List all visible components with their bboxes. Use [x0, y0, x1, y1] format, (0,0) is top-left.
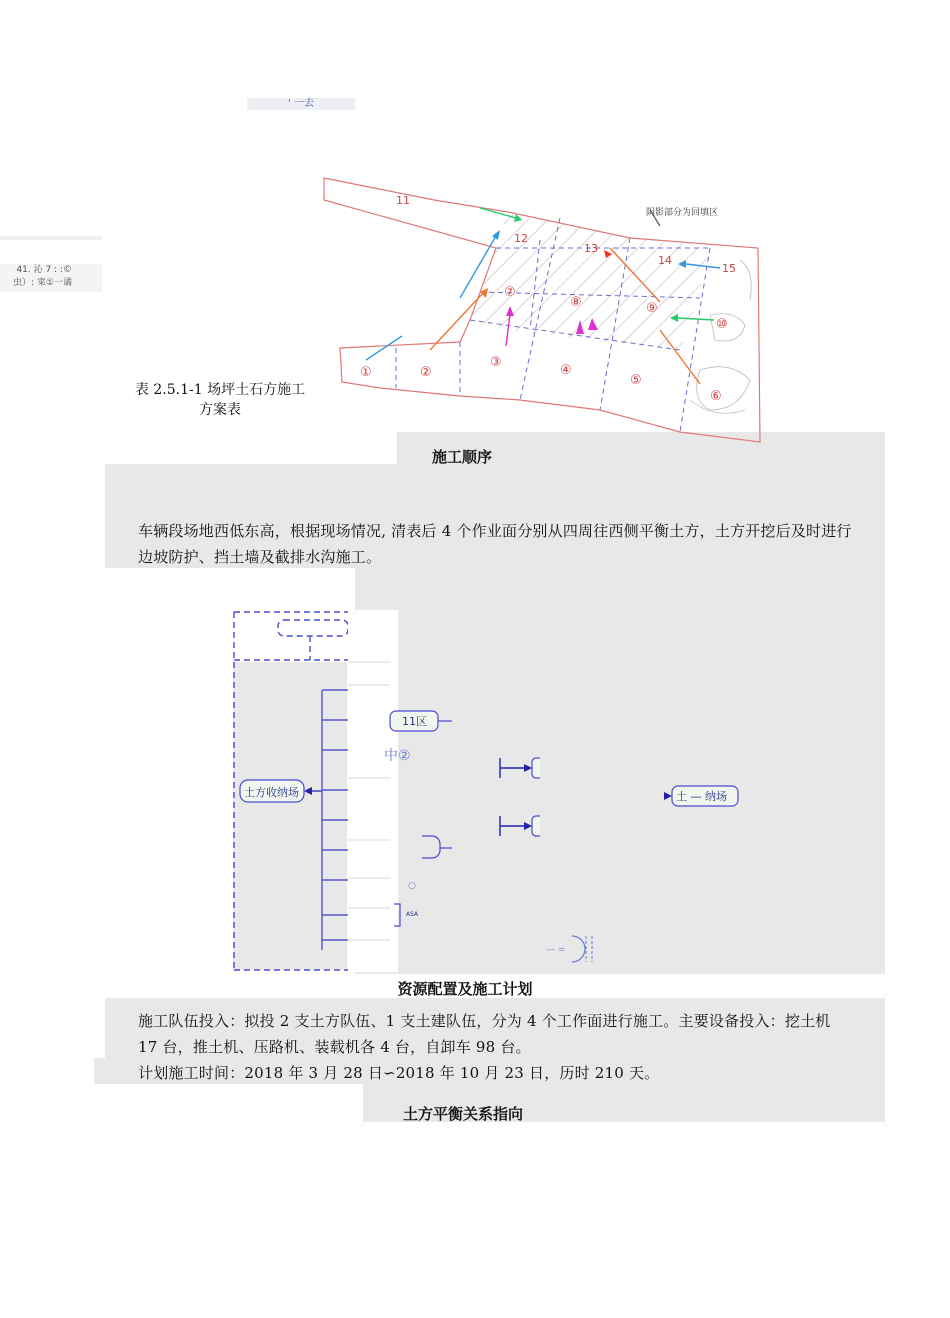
zone-label-7: ⑦: [504, 285, 516, 300]
site-map: [320, 170, 765, 445]
small-circle-mark: ○: [408, 881, 416, 891]
sequence-heading: 施工顺序: [431, 448, 492, 466]
sequence-text: 车辆段场地西低东高，根据现场情况, 清表后 4 个作业面分别从四周往西侧平衡土方，土方开挖后及时进行边坡防护、挡土墙及截排水沟施工。: [138, 522, 852, 566]
small-mark: ASA: [406, 911, 419, 918]
zone-label-1: ①: [360, 365, 372, 380]
flow-branches: [322, 690, 348, 950]
balance-heading: 土方平衡关系指向: [402, 1105, 523, 1123]
zone-label-12: 12: [514, 232, 528, 245]
left-fragment-box: [0, 264, 102, 292]
zone-label-9: ⑨: [646, 301, 658, 316]
map-legend: 阴影部分为回填区: [646, 208, 719, 218]
left-fragment-line1: 41. 沁 7 : :©: [16, 265, 72, 275]
zone-label-11: 11: [396, 194, 410, 207]
node-mid-label: 中②: [384, 748, 411, 764]
partial-node-1: [422, 836, 440, 858]
zone-label-4: ④: [560, 363, 572, 378]
zone-label-5: ⑤: [630, 373, 642, 388]
right-node-arrow: [664, 792, 672, 800]
zone-label-2: ②: [420, 365, 432, 380]
zone-label-3: ③: [490, 355, 502, 370]
zone-label-10: ⑩: [716, 317, 728, 332]
zone-label-6: ⑥: [710, 389, 722, 404]
left-fragment-line2: 虫）: 寀①一谲: [13, 278, 72, 288]
node-11-label: 11区: [402, 715, 427, 728]
resource-text-1: 施工队伍投入：拟投 2 支土方队伍、1 支土建队伍，分为 4 个工作面进行施工。主要设备投入：挖土机 17 台，推土机、压路机、装载机各 4 台，自卸车 98 台。: [138, 1012, 831, 1056]
zone-label-8: ⑧: [570, 295, 582, 310]
left-fragment-bar: [0, 236, 102, 240]
middle-arrows: [500, 758, 524, 836]
main-node-label: 土方收纳场: [244, 786, 299, 799]
bottom-mark: — =: [546, 945, 566, 955]
right-node-label: 土 — 纳场: [676, 790, 727, 803]
resource-text-2: 计划施工时间：2018 年 3 月 28 日∽2018 年 10 月 23 日，历时 210 天。: [138, 1064, 660, 1082]
flow-diagram: [230, 610, 750, 975]
zone-label-15: 15: [722, 262, 736, 275]
table-caption: 表 2.5.1-1 场坪土石方施工方案表: [134, 382, 306, 418]
zone-label-14: 14: [658, 254, 672, 267]
zone-label-13: 13: [584, 242, 598, 255]
header-fragment: ' 一去: [247, 98, 355, 110]
resource-heading: 资源配置及施工计划: [397, 980, 533, 998]
